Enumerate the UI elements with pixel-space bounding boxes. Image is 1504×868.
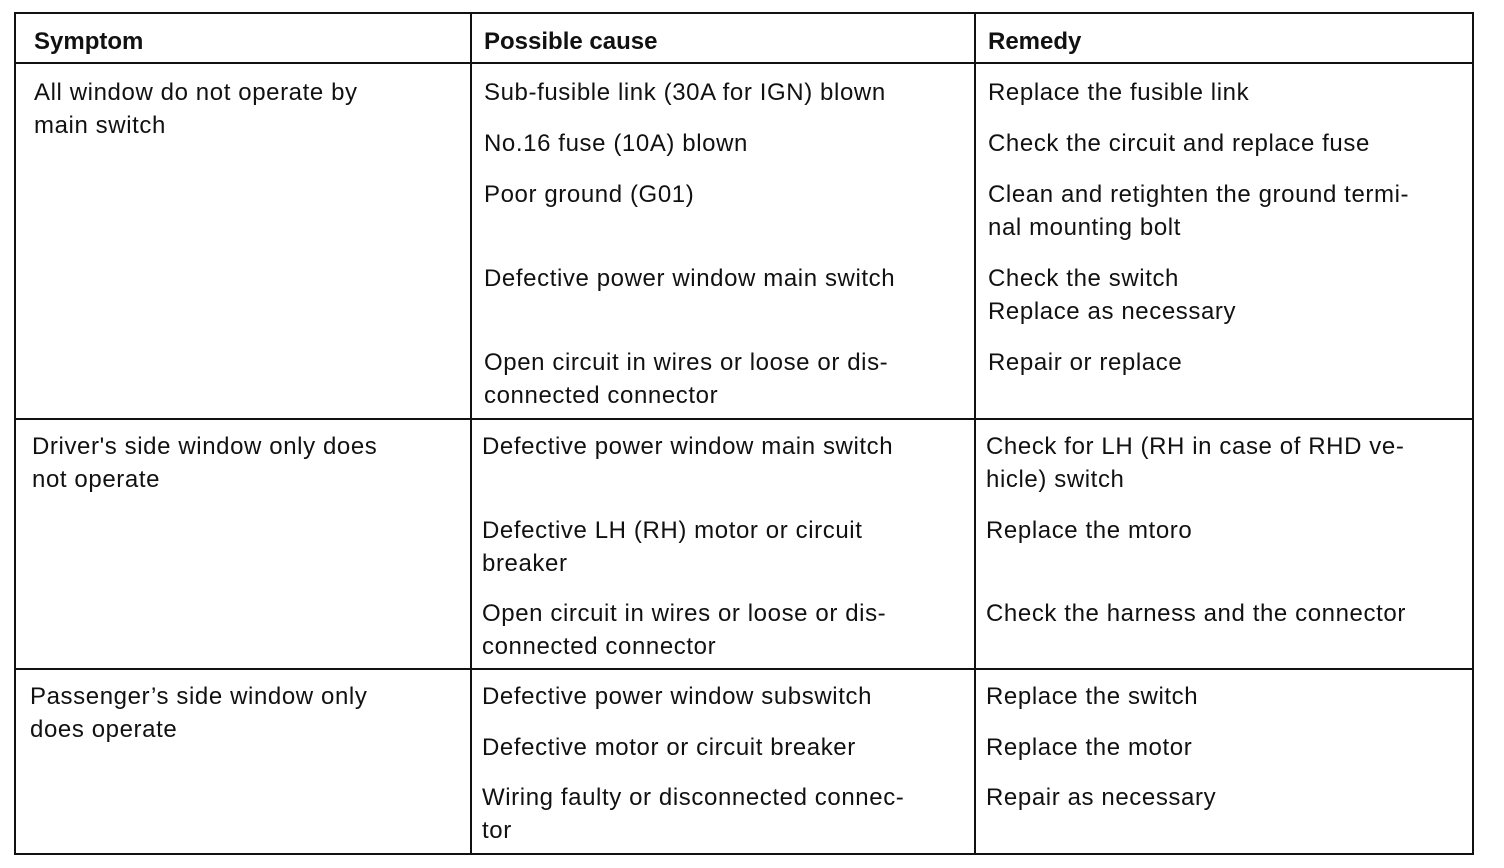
cause-line: connected connector bbox=[482, 633, 717, 660]
remedy-cell bbox=[988, 127, 1370, 160]
remedy-cell bbox=[988, 178, 1409, 244]
cause-line: Defective LH (RH) motor or circuit bbox=[482, 517, 863, 544]
symptom-cell bbox=[34, 76, 358, 142]
remedy-cell bbox=[988, 262, 1236, 328]
remedy-cell bbox=[986, 680, 1198, 713]
remedy-cell bbox=[986, 731, 1192, 764]
cause-line: Defective power window subswitch bbox=[482, 683, 873, 710]
remedy-line: Replace the motor bbox=[986, 734, 1193, 761]
remedy-line: Replace the mtoro bbox=[986, 517, 1193, 544]
cause-line: Open circuit in wires or loose or dis- bbox=[482, 600, 887, 627]
cause-line: Defective motor or circuit breaker bbox=[482, 734, 856, 761]
cause-cell bbox=[484, 127, 748, 160]
header-remedy: Remedy bbox=[988, 28, 1082, 55]
column-divider bbox=[470, 14, 472, 853]
remedy-line: Replace as necessary bbox=[988, 298, 1237, 325]
remedy-line: nal mounting bolt bbox=[988, 214, 1181, 241]
cause-cell bbox=[484, 262, 895, 295]
remedy-line: Repair or replace bbox=[988, 349, 1183, 376]
symptom-line: Passenger’s side window only bbox=[30, 683, 368, 710]
cause-line: connected connector bbox=[484, 382, 719, 409]
cause-line: Wiring faulty or disconnected connec- bbox=[482, 784, 905, 811]
cause-cell bbox=[484, 346, 888, 412]
cause-line: tor bbox=[482, 817, 512, 844]
cause-cell bbox=[482, 731, 856, 764]
symptom-line: does operate bbox=[30, 716, 178, 743]
header-symptom: Symptom bbox=[34, 28, 144, 55]
cause-cell bbox=[482, 680, 872, 713]
cause-line: Defective power window main switch bbox=[482, 433, 894, 460]
symptom-cell bbox=[32, 430, 377, 496]
symptom-line: main switch bbox=[34, 112, 166, 139]
row-divider bbox=[16, 418, 1472, 420]
symptom-line: All window do not operate by bbox=[34, 79, 358, 106]
cause-cell bbox=[482, 781, 904, 847]
remedy-cell bbox=[986, 430, 1404, 496]
cause-line: Open circuit in wires or loose or dis- bbox=[484, 349, 889, 376]
cause-cell bbox=[482, 514, 862, 580]
cause-line: Sub-fusible link (30A for IGN) blown bbox=[484, 79, 886, 106]
remedy-line: Check the harness and the connector bbox=[986, 600, 1406, 627]
remedy-cell bbox=[988, 76, 1249, 109]
cause-line: Poor ground (G01) bbox=[484, 181, 695, 208]
symptom-line: Driver's side window only does bbox=[32, 433, 378, 460]
row-divider bbox=[16, 668, 1472, 670]
remedy-line: Check for LH (RH in case of RHD ve- bbox=[986, 433, 1405, 460]
cause-cell bbox=[482, 430, 893, 463]
cause-line: No.16 fuse (10A) blown bbox=[484, 130, 749, 157]
remedy-cell bbox=[988, 346, 1182, 379]
cause-cell bbox=[484, 76, 886, 109]
cause-line: breaker bbox=[482, 550, 568, 577]
troubleshooting-table bbox=[14, 12, 1474, 855]
remedy-line: Repair as necessary bbox=[986, 784, 1217, 811]
header-divider bbox=[16, 62, 1472, 64]
remedy-line: Replace the fusible link bbox=[988, 79, 1250, 106]
remedy-line: Check the circuit and replace fuse bbox=[988, 130, 1370, 157]
remedy-line: Clean and retighten the ground termi- bbox=[988, 181, 1410, 208]
remedy-cell bbox=[986, 514, 1192, 547]
column-divider bbox=[974, 14, 976, 853]
symptom-line: not operate bbox=[32, 466, 161, 493]
cause-cell bbox=[482, 597, 886, 663]
header-possible-cause: Possible cause bbox=[484, 28, 658, 55]
symptom-cell bbox=[30, 680, 367, 746]
cause-line: Defective power window main switch bbox=[484, 265, 896, 292]
remedy-cell bbox=[986, 781, 1216, 814]
cause-cell bbox=[484, 178, 694, 211]
remedy-line: Check the switch bbox=[988, 265, 1180, 292]
remedy-line: Replace the switch bbox=[986, 683, 1199, 710]
remedy-cell bbox=[986, 597, 1406, 630]
remedy-line: hicle) switch bbox=[986, 466, 1125, 493]
